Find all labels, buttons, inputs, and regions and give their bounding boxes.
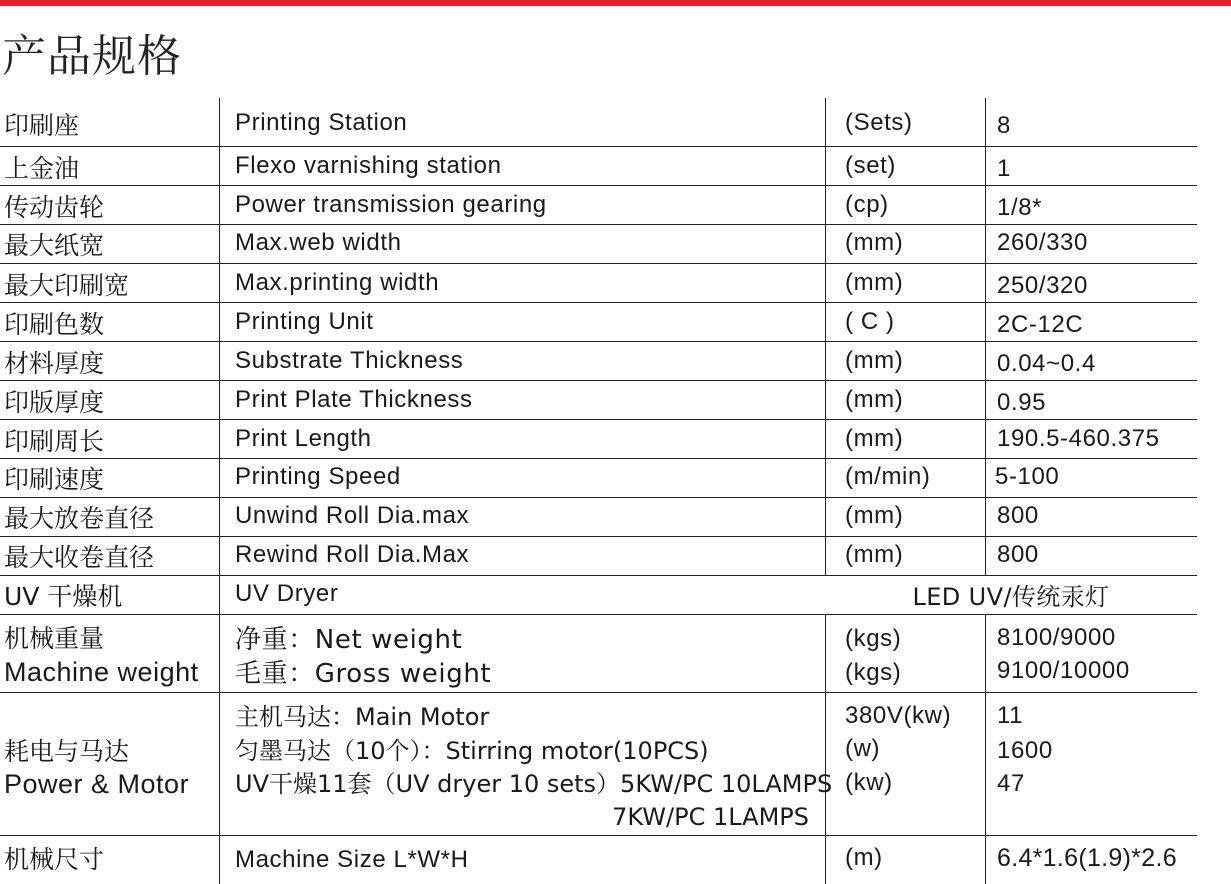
row-label-cn: 机械尺寸: [4, 845, 105, 874]
row-label-cell: [4, 626, 214, 690]
row-value: 8: [997, 112, 1011, 139]
gross-weight-value: 9100/10000: [997, 657, 1130, 684]
row-description-cell: [235, 703, 833, 833]
row-value: 190.5-460.375: [997, 425, 1160, 452]
row-unit: (mm): [845, 229, 904, 256]
table-row: [0, 504, 1231, 534]
row-label-en: Max.web width: [235, 229, 402, 256]
row-value-cell: [997, 626, 1227, 690]
row-unit: (mm): [845, 347, 904, 374]
table-row: [0, 388, 1231, 418]
row-label-en: Rewind Roll Dia.Max: [235, 541, 470, 568]
row-label-cn: 上金油: [4, 154, 80, 183]
row-value: 1/8*: [997, 194, 1043, 221]
row-divider: [0, 835, 1197, 836]
row-value: 6.4*1.6(1.9)*2.6: [997, 844, 1177, 872]
row-unit: (cp): [845, 191, 889, 218]
row-label-en: Print Length: [235, 425, 372, 452]
row-unit: (Sets): [845, 109, 913, 136]
row-label-cn: 印刷座: [4, 111, 80, 140]
row-label-en: UV Dryer: [235, 580, 339, 607]
table-row: [0, 310, 1231, 340]
row-unit: (mm): [845, 425, 904, 452]
net-weight-value: 8100/9000: [997, 624, 1116, 651]
row-value: 800: [997, 541, 1039, 568]
table-row: [0, 231, 1231, 261]
row-label-en: Flexo varnishing station: [235, 152, 502, 179]
page-title: 产品规格: [2, 31, 182, 82]
table-row: [0, 193, 1231, 223]
row-label-cn: 耗电与马达: [4, 737, 130, 766]
row-unit: (mm): [845, 541, 904, 568]
row-label-cn: 最大放卷直径: [4, 504, 155, 533]
table-row: [0, 111, 1231, 141]
stirring-motor-label: 匀墨马达（10个）：Stirring motor(10PCS): [235, 737, 709, 765]
row-label-en: Power & Motor: [4, 769, 190, 799]
power-motor-row: [0, 703, 1231, 833]
uv-dryer-type: LED UV/传统汞灯: [912, 583, 1110, 611]
row-unit: ( C ): [845, 308, 895, 335]
row-label-cn: 传动齿轮: [4, 193, 105, 222]
machine-weight-row: [0, 626, 1231, 690]
row-label-cn: 印刷周长: [4, 427, 105, 456]
table-row: [0, 349, 1231, 379]
table-row: [0, 465, 1231, 495]
row-unit: (kgs): [845, 659, 902, 686]
uv-dryer-value: 47: [997, 770, 1025, 797]
row-unit: (set): [845, 152, 896, 179]
main-motor-value: 11: [997, 702, 1024, 729]
row-value: 0.04~0.4: [997, 350, 1096, 377]
row-label-en: Print Plate Thickness: [235, 386, 473, 413]
row-unit: (mm): [845, 386, 904, 413]
table-row: [0, 154, 1231, 184]
row-label-en: Substrate Thickness: [235, 347, 464, 374]
row-label-cn: UV 干燥机: [4, 582, 123, 611]
row-value-cell: [997, 703, 1227, 833]
table-row: [0, 543, 1231, 573]
row-value: 250/320: [997, 272, 1088, 299]
table-row: [0, 271, 1231, 301]
row-label-en: Machine Size L*W*H: [235, 846, 469, 873]
net-weight-label: 净重：Net weight: [235, 625, 463, 655]
uv-dryer-sets-label: UV干燥11套（UV dryer 10 sets）5KW/PC 10LAMPS: [235, 770, 833, 798]
machine-size-row: [0, 846, 1231, 878]
row-label-cn: 最大印刷宽: [4, 271, 130, 300]
row-label-en: Max.printing width: [235, 269, 440, 296]
row-label-cn: 印刷速度: [4, 465, 105, 494]
uv-dryer-sets-label-cont: 7KW/PC 1LAMPS: [612, 803, 809, 831]
row-label-cn: 印刷色数: [4, 310, 105, 339]
row-label-en: Unwind Roll Dia.max: [235, 502, 470, 529]
row-label-cn: 最大收卷直径: [4, 543, 155, 572]
row-label-en: Printing Speed: [235, 463, 401, 490]
row-value: 5-100: [995, 463, 1060, 490]
row-description-cell: [235, 626, 825, 690]
table-row: [0, 427, 1231, 457]
row-value: 2C-12C: [997, 311, 1084, 338]
row-unit: (kgs): [845, 625, 902, 652]
row-unit: 380V(kw): [845, 702, 952, 729]
row-label-cn: 最大纸宽: [4, 231, 105, 260]
row-label-en: Printing Station: [235, 109, 408, 136]
row-value: 1: [997, 155, 1011, 182]
row-value: 260/330: [997, 229, 1088, 256]
row-unit-cell: [845, 703, 980, 833]
uv-dryer-row: [0, 582, 1231, 612]
row-unit: (m): [845, 844, 883, 871]
row-unit-cell: [845, 626, 980, 690]
row-label-en: Power transmission gearing: [235, 191, 547, 218]
row-label-cn: 印版厚度: [4, 388, 105, 417]
row-label-en: Machine weight: [4, 657, 199, 687]
row-unit: (mm): [845, 269, 904, 296]
row-value: 800: [997, 502, 1039, 529]
row-value: 0.95: [997, 389, 1047, 416]
row-unit: (w): [845, 735, 881, 762]
row-label-en: Printing Unit: [235, 308, 374, 335]
row-unit: (kw): [845, 769, 893, 796]
row-unit: (m/min): [845, 463, 931, 490]
stirring-motor-value: 1600: [997, 737, 1053, 764]
gross-weight-label: 毛重：Gross weight: [235, 659, 492, 689]
row-label-cell: [4, 703, 214, 833]
row-label-cn: 机械重量: [4, 624, 105, 653]
row-label-cn: 材料厚度: [4, 349, 105, 378]
row-unit: (mm): [845, 502, 904, 529]
main-motor-label: 主机马达：Main Motor: [235, 703, 490, 731]
